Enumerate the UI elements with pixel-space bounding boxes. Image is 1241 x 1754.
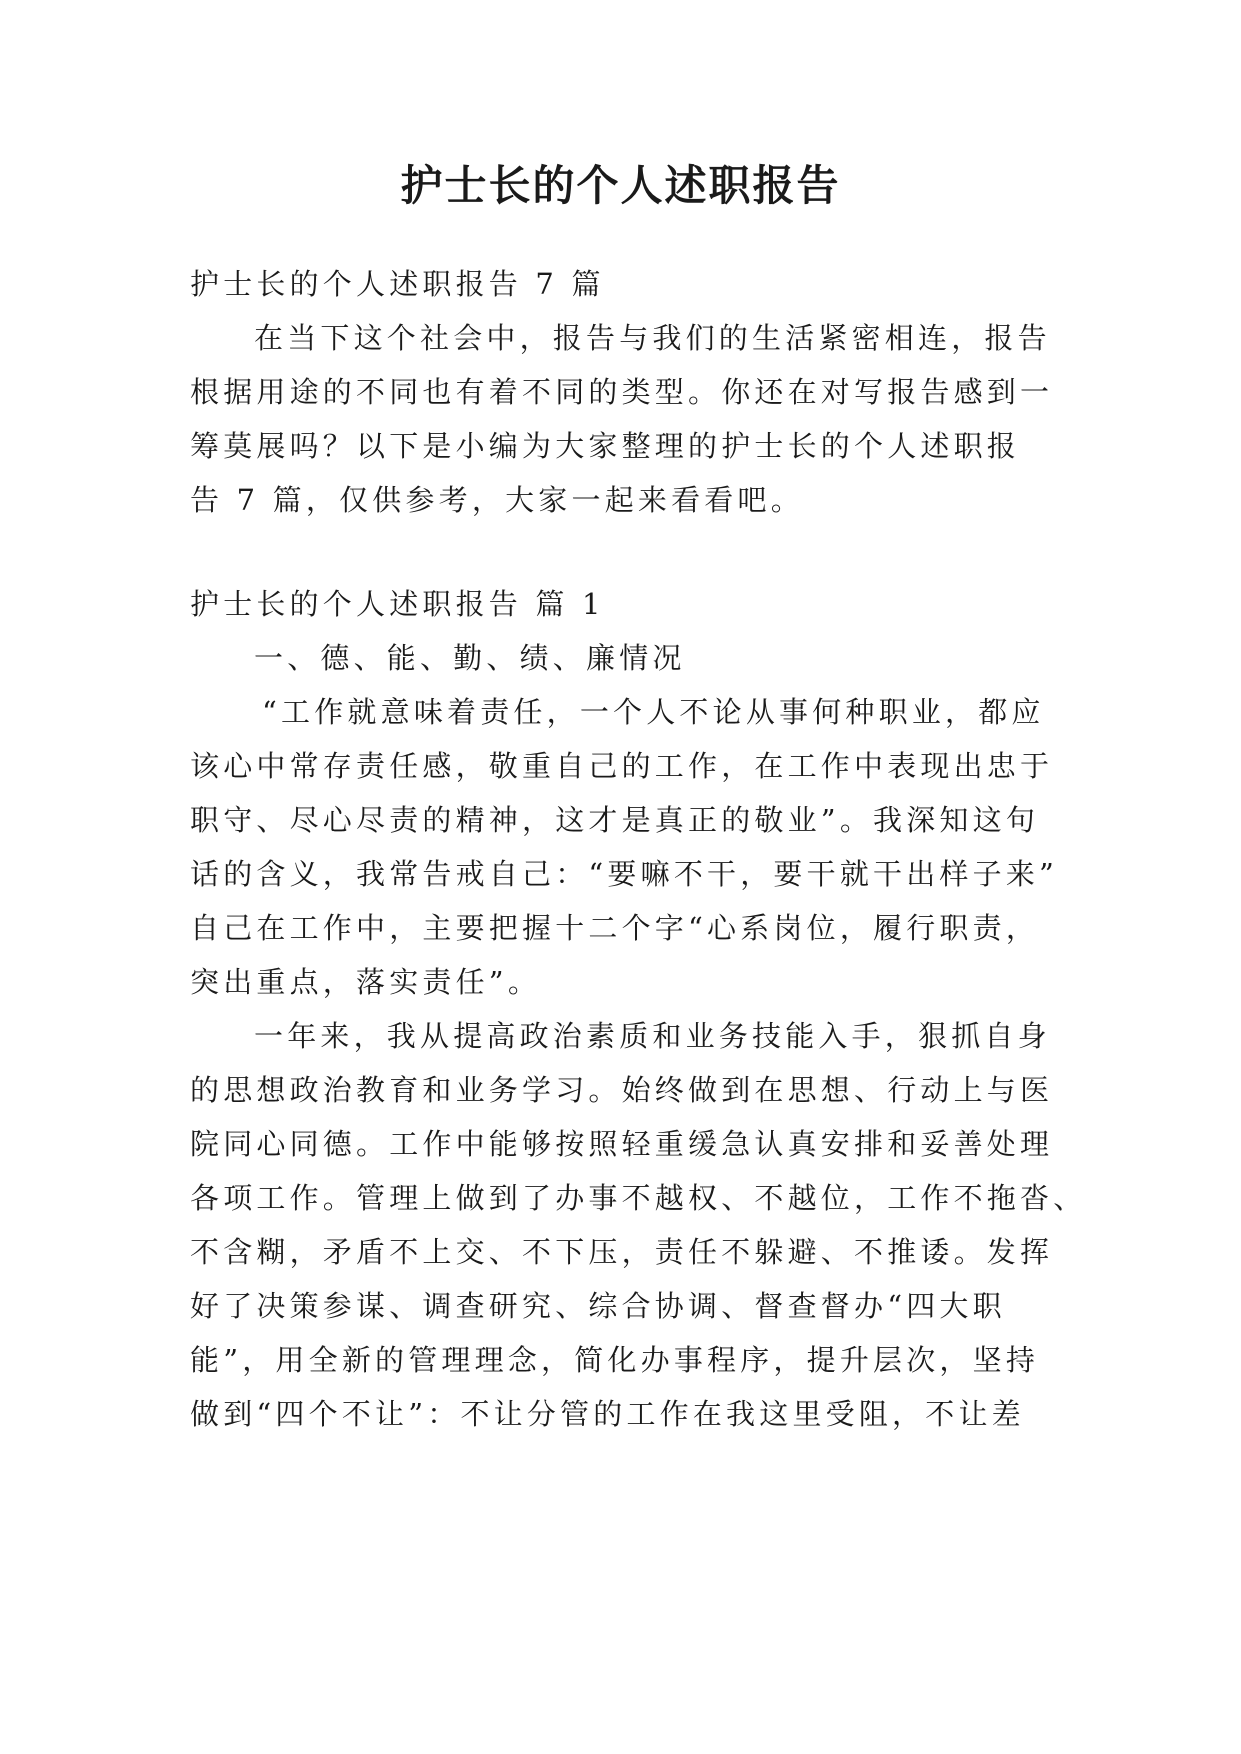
paragraph-line: 做到“四个不让”：不让分管的工作在我这里受阻，不让差 bbox=[190, 1397, 1025, 1431]
paragraph-line: 该心中常存责任感，敬重自己的工作，在工作中表现出忠于 bbox=[190, 749, 1054, 783]
intro-line: 告 7 篇，仅供参考，大家一起来看看吧。 bbox=[190, 483, 804, 517]
intro-line: 在当下这个社会中，报告与我们的生活紧密相连，报告 bbox=[254, 321, 1051, 355]
paragraph-line: “工作就意味着责任，一个人不论从事何种职业，都应 bbox=[262, 695, 1045, 729]
paragraph-line: 职守、尽心尽责的精神，这才是真正的敬业”。我深知这句 bbox=[190, 803, 1040, 837]
paragraph-line: 自己在工作中，主要把握十二个字“心系岗位，履行职责， bbox=[190, 911, 1040, 945]
intro-line: 筹莫展吗？以下是小编为大家整理的护士长的个人述职报 bbox=[190, 429, 1021, 463]
paragraph-line: 院同心同德。工作中能够按照轻重缓急认真安排和妥善处理 bbox=[190, 1127, 1054, 1161]
paragraph-line: 各项工作。管理上做到了办事不越权、不越位，工作不拖沓、 bbox=[190, 1181, 1087, 1215]
paragraph-line: 的思想政治教育和业务学习。始终做到在思想、行动上与医 bbox=[190, 1073, 1054, 1107]
paragraph-line: 能”，用全新的管理理念，简化办事程序，提升层次，坚持 bbox=[190, 1343, 1040, 1377]
section-heading: 护士长的个人述职报告 篇 1 bbox=[190, 587, 605, 621]
document-title: 护士长的个人述职报告 bbox=[400, 161, 841, 210]
paragraph-line: 突出重点，落实责任”。 bbox=[190, 965, 542, 999]
paragraph-line: 好了决策参谋、调查研究、综合协调、督查督办“四大职 bbox=[190, 1289, 1006, 1323]
paragraph-line: 话的含义，我常告戒自己：“要嘛不干，要干就干出样子来” bbox=[190, 857, 1059, 891]
paragraph-line: 不含糊，矛盾不上交、不下压，责任不躲避、不推诿。发挥 bbox=[190, 1235, 1054, 1269]
document-subtitle: 护士长的个人述职报告 7 篇 bbox=[190, 267, 605, 301]
intro-line: 根据用途的不同也有着不同的类型。你还在对写报告感到一 bbox=[190, 375, 1054, 409]
sub-heading: 一、德、能、勤、绩、廉情况 bbox=[254, 641, 686, 675]
paragraph-line: 一年来，我从提高政治素质和业务技能入手，狠抓自身 bbox=[254, 1019, 1051, 1053]
